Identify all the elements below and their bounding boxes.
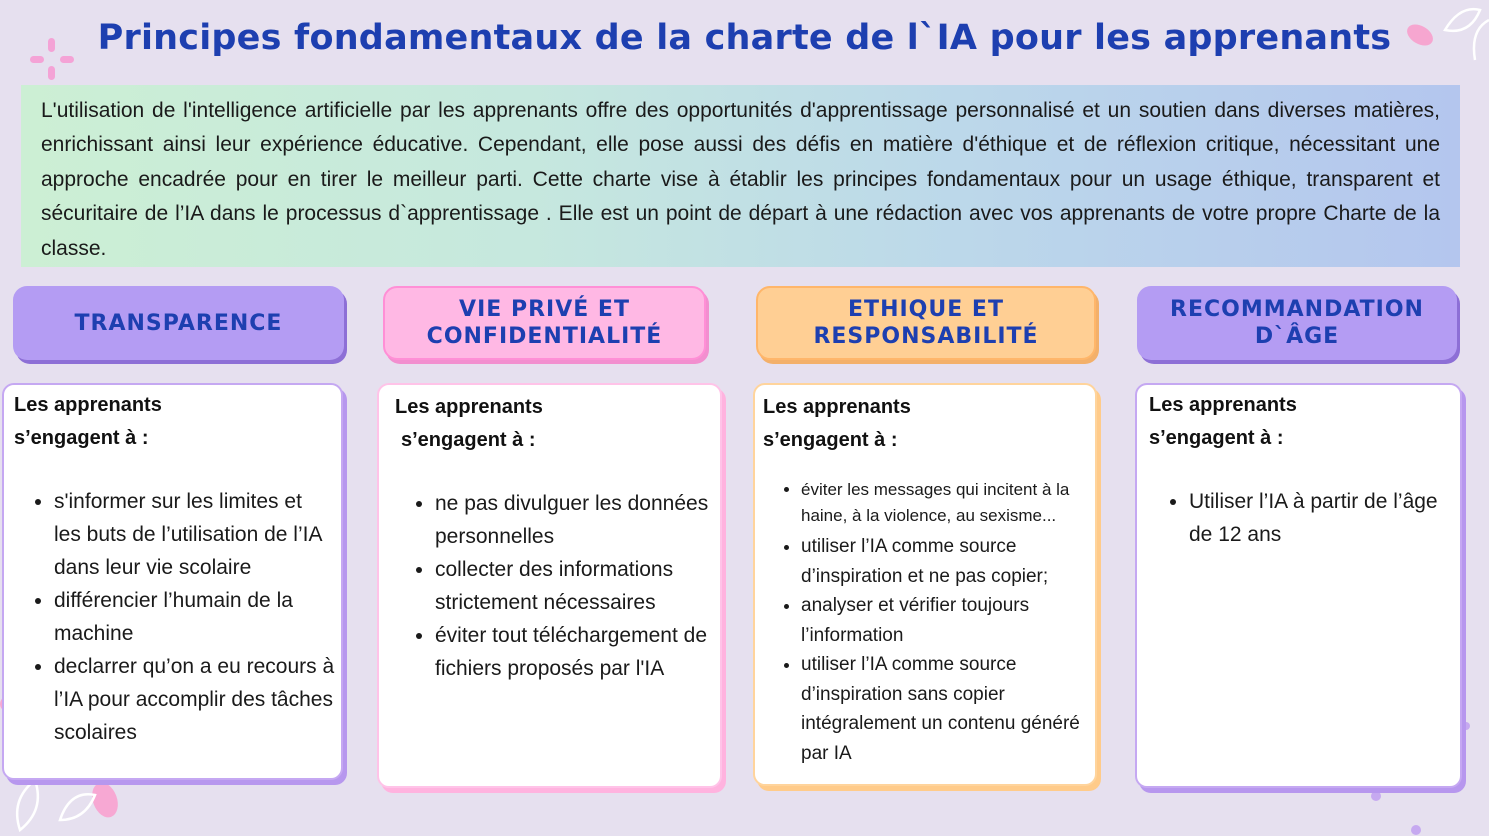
page-title: Principes fondamentaux de la charte de l`IA pour les apprenants [97, 18, 1392, 58]
header-label: TRANSPARENCE [74, 310, 283, 336]
list-item: • analyser et vérifier toujours l’information [801, 591, 1087, 650]
list-item: • ne pas divulguer les données personnelles [435, 487, 712, 553]
header-label: VIE PRIVÉ ET CONFIDENTIALITÉ [426, 297, 663, 349]
card-list [14, 485, 333, 749]
list-item: • éviter tout téléchargement de fichiers proposés par l'IA [435, 619, 712, 685]
intro-panel [21, 85, 1460, 267]
header-label: RECOMMANDATION D`ÂGE [1170, 297, 1424, 349]
list-item: • utiliser l’IA comme source d’inspiration sans copier intégralement un contenu généré par IA [801, 650, 1087, 768]
list-item: • utiliser l’IA comme source d’inspiration et ne pas copier; [801, 532, 1087, 591]
card-lead: Les apprenants [395, 396, 543, 418]
card-recommandation [1135, 383, 1462, 788]
list-item: • collecter des informations strictement nécessaires [435, 553, 712, 619]
card-list [763, 477, 1087, 768]
card-lead: s’engagent à : [401, 429, 536, 451]
header-transparence [13, 286, 344, 360]
card-transparence [2, 383, 343, 780]
card-lead: s’engagent à : [1149, 427, 1284, 449]
card-lead: Les apprenants [763, 396, 911, 418]
list-item: • s'informer sur les limites et les buts de l’utilisation de l’IA dans leur vie scolaire [54, 485, 333, 584]
header-vie-privee [383, 286, 706, 360]
card-lead: Les apprenants [14, 394, 162, 416]
card-lead: Les apprenants [1149, 394, 1297, 416]
intro-text: L'utilisation de l'intelligence artificielle par les apprenants offre des opportunités d'apprentissage personnalisé et un soutien dans diverses matières, enrichissant ainsi leur expérience éducative. Cependant, elle pose aussi des défis en matière d'éthique et de réflexion critique, nécessitant une approche encadrée pour en tirer le meilleur parti. Cette charte vise à établir les principes fondamentaux pour un usage éthique, transparent et sécuritaire de l’IA dans le processus d`apprentissage . Elle est un point de départ à une rédaction avec vos apprenants de votre propre Charte de la classe. [41, 99, 1440, 260]
card-list [1149, 485, 1452, 551]
header-ethique [756, 286, 1096, 360]
header-label: ETHIQUE ET RESPONSABILITÉ [813, 297, 1039, 349]
card-ethique [753, 383, 1097, 786]
card-list [395, 487, 712, 685]
card-lead: s’engagent à : [14, 427, 149, 449]
card-vie-privee [377, 383, 722, 788]
list-item: • différencier l’humain de la machine [54, 584, 333, 650]
list-item: • Utiliser l’IA à partir de l’âge de 12 ans [1189, 485, 1452, 551]
card-lead: s’engagent à : [763, 429, 898, 451]
header-recommandation [1137, 286, 1457, 360]
list-item: • éviter les messages qui incitent à la haine, à la violence, au sexisme... [801, 477, 1087, 529]
list-item: • declarrer qu’on a eu recours à l’IA pour accomplir des tâches scolaires [54, 650, 341, 749]
